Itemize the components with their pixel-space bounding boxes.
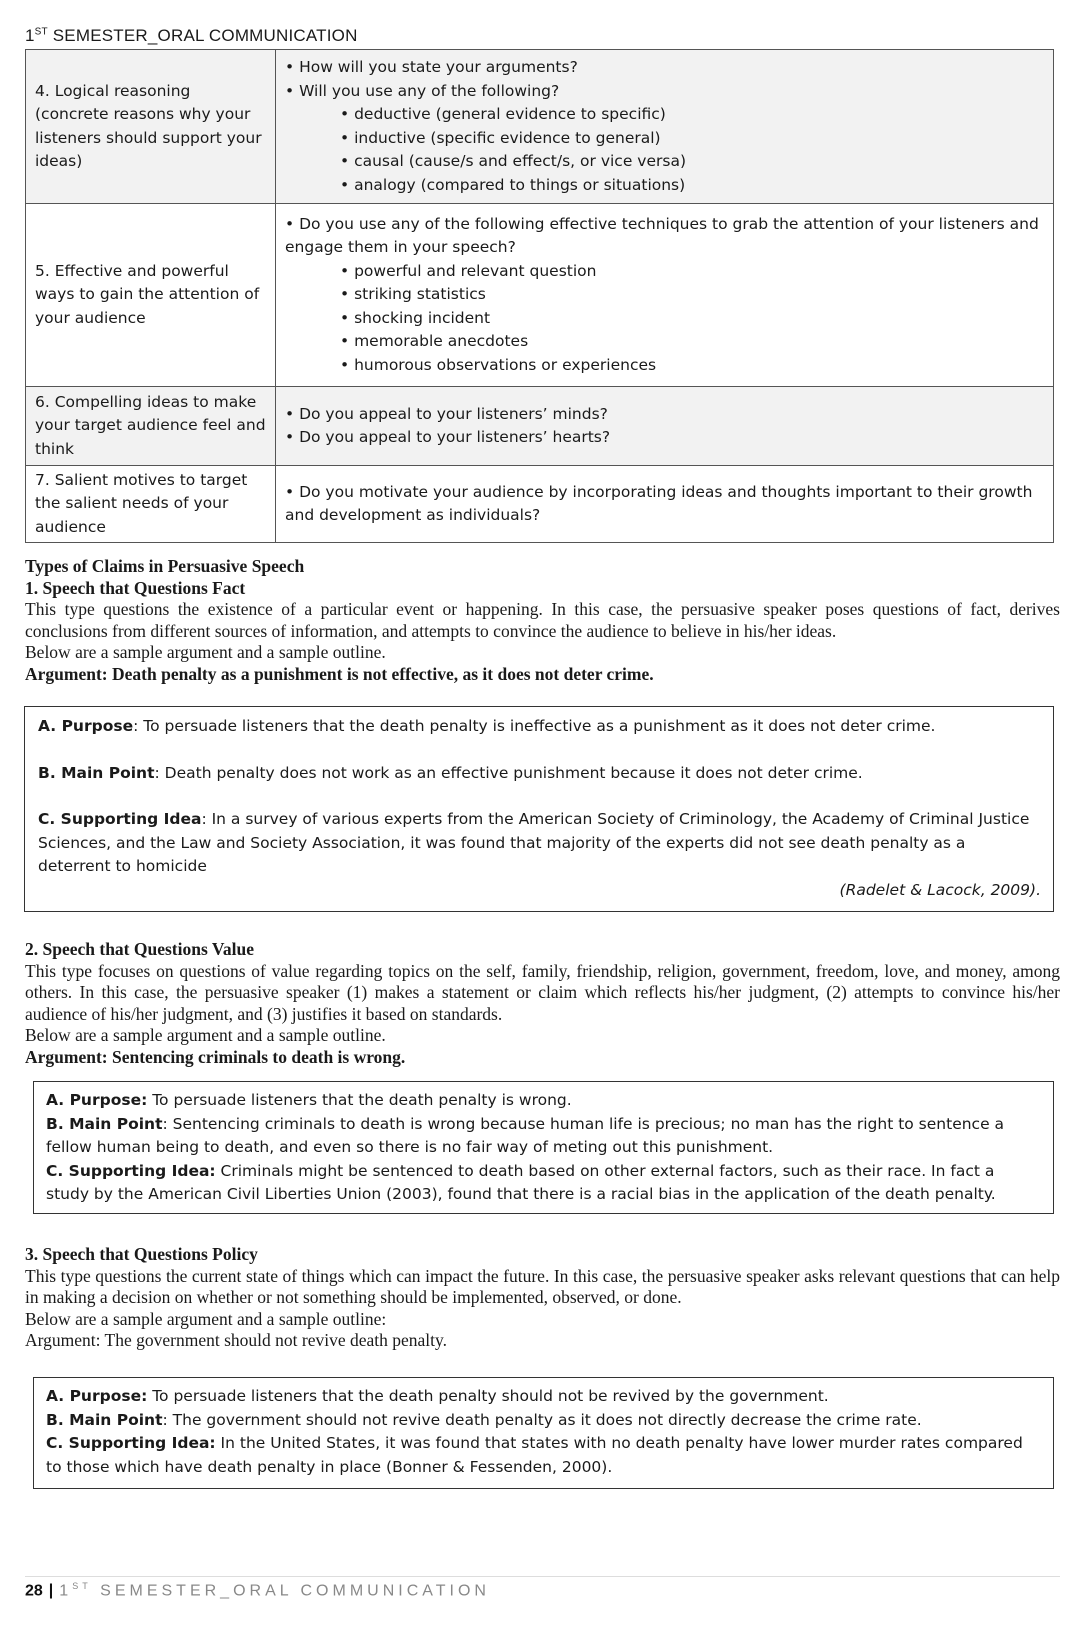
- header-superscript: ST: [34, 26, 48, 38]
- policy-section: [25, 1244, 1060, 1352]
- policy-body: This type questions the current state of things which can impact the future. In this case, the persuasive speaker asks relevant questions that can help in making a decision on whether or not something should be implemented, observed, or done.: [25, 1265, 1060, 1307]
- question-item: • Will you use any of the following?: [285, 81, 560, 100]
- footer-divider: [25, 1576, 1060, 1577]
- supporting-idea-text: In the United States, it was found that states with no death penalty have lower murder rates compared to those which have death penalty in place (Bonner & Fessenden, 2000).: [46, 1434, 1023, 1476]
- supporting-idea-line: [46, 1432, 1041, 1479]
- main-point-label: B. Main Point: [38, 763, 155, 782]
- purpose-line: [38, 715, 1041, 739]
- criterion-questions: [276, 50, 1054, 204]
- footer-title: SEMESTER_ORAL COMMUNICATION: [91, 1582, 490, 1600]
- types-heading: Types of Claims in Persuasive Speech: [25, 556, 305, 576]
- page-footer: [25, 1581, 490, 1600]
- main-point-label: B. Main Point: [46, 1114, 163, 1133]
- table-row: [26, 50, 1054, 204]
- sub-list: [285, 103, 1045, 197]
- criterion-label: 5. Effective and powerful ways to gain the attention of your audience: [26, 204, 276, 387]
- main-point-line: [38, 762, 1041, 786]
- main-point-line: [46, 1113, 1041, 1160]
- criterion-questions: [276, 387, 1054, 466]
- question-item: • Do you appeal to your listeners’ minds?: [285, 404, 608, 423]
- supporting-idea-text: : In a survey of various experts from the American Society of Criminology, the Academy of Criminal Justice Sciences, and the Law and Society Association, it was found that majority of the experts did not see death penalty as a deterrent to homicide: [38, 810, 1030, 875]
- header-title: SEMESTER_ORAL COMMUNICATION: [47, 26, 358, 45]
- value-intro: Below are a sample argument and a sample outline.: [25, 1025, 386, 1045]
- question-item: • Do you motivate your audience by incorporating ideas and thoughts important to their growth and development as individuals?: [285, 482, 1033, 524]
- main-point-label: B. Main Point: [46, 1410, 163, 1429]
- purpose-text: To persuade listeners that the death penalty should not be revived by the government.: [147, 1387, 829, 1405]
- main-point-text: : Sentencing criminals to death is wrong because human life is precious; no man has the right to sentence a fellow human being to death, and even so there is no fair way of meting out this punishment.: [46, 1114, 1005, 1156]
- criterion-label: 6. Compelling ideas to make your target audience feel and think: [26, 387, 276, 466]
- question-item: • Do you use any of the following effective techniques to grab the attention of your listeners and engage them in your speech?: [285, 214, 1039, 257]
- sub-item: • memorable anecdotes: [340, 332, 529, 351]
- sub-list: [285, 260, 1045, 378]
- supporting-idea-line: [46, 1160, 1041, 1207]
- sub-item: • analogy (compared to things or situations): [340, 175, 686, 194]
- purpose-line: [46, 1089, 1041, 1113]
- criterion-label: 4. Logical reasoning (concrete reasons why your listeners should support your ideas): [26, 50, 276, 204]
- purpose-label: A. Purpose:: [46, 1387, 148, 1405]
- footer-superscript: ST: [72, 1581, 92, 1591]
- sub-item: • humorous observations or experiences: [340, 355, 657, 374]
- purpose-text: To persuade listeners that the death penalty is wrong.: [147, 1091, 572, 1109]
- policy-intro: Below are a sample argument and a sample outline:: [25, 1308, 387, 1329]
- table-row: [26, 204, 1054, 387]
- header-number: 1: [25, 26, 35, 45]
- supporting-idea-text: Criminals might be sentenced to death based on other external factors, such as their race. In fact a study by the American Civil Liberties Union (2003), found that there is a racial bias in the application of the death penalty.: [46, 1161, 996, 1203]
- fact-outline-box: [24, 706, 1054, 912]
- value-heading: 2. Speech that Questions Value: [25, 939, 254, 959]
- fact-body: This type questions the existence of a particular event or happening. In this case, the persuasive speaker poses questions of fact, derives conclusions from different sources of information, and attempts to convince the audience to believe in his/her ideas.: [25, 599, 1060, 641]
- sub-item: • powerful and relevant question: [340, 261, 597, 280]
- page-number: 28: [25, 1582, 43, 1600]
- criterion-questions: [276, 204, 1054, 387]
- purpose-line: [46, 1385, 1041, 1409]
- footer-separator: |: [48, 1582, 54, 1600]
- supporting-idea-line: [38, 808, 1041, 879]
- purpose-label: A. Purpose:: [46, 1091, 148, 1109]
- main-point-text: : Death penalty does not work as an effective punishment because it does not deter crime.: [154, 763, 863, 782]
- sub-item: • striking statistics: [340, 285, 486, 304]
- citation: (Radelet & Lacock, 2009).: [839, 880, 1041, 899]
- fact-argument: Argument: Death penalty as a punishment is not effective, as it does not deter crime.: [25, 663, 654, 684]
- sub-item: • deductive (general evidence to specific): [340, 105, 666, 123]
- fact-intro: Below are a sample argument and a sample outline.: [25, 642, 386, 662]
- purpose-label: A. Purpose: [38, 717, 134, 735]
- fact-heading: 1. Speech that Questions Fact: [25, 577, 246, 598]
- criterion-questions: [276, 466, 1054, 543]
- policy-argument: Argument: The government should not revive death penalty.: [25, 1330, 448, 1350]
- sub-item: • inductive (specific evidence to general): [340, 128, 661, 147]
- value-section: [25, 939, 1060, 1068]
- supporting-idea-label: C. Supporting Idea:: [46, 1161, 216, 1180]
- sub-item: • shocking incident: [340, 308, 491, 327]
- table-row: [26, 466, 1054, 543]
- question-item: • How will you state your arguments?: [285, 58, 578, 76]
- main-point-line: [46, 1409, 1041, 1433]
- purpose-text: : To persuade listeners that the death penalty is ineffective as a punishment as it does not deter crime.: [133, 717, 936, 735]
- question-item: • Do you appeal to your listeners’ hearts?: [285, 428, 611, 446]
- page-header: [25, 26, 358, 46]
- sub-item: • causal (cause/s and effect/s, or vice versa): [340, 152, 686, 170]
- criteria-table: [25, 49, 1054, 543]
- footer-number: 1: [59, 1582, 73, 1600]
- value-outline-box: [33, 1081, 1054, 1214]
- supporting-idea-label: C. Supporting Idea: [38, 810, 202, 828]
- value-argument: Argument: Sentencing criminals to death is wrong.: [25, 1046, 406, 1067]
- main-point-text: : The government should not revive death penalty as it does not directly decrease the crime rate.: [162, 1410, 922, 1429]
- policy-outline-box: [33, 1377, 1054, 1489]
- criterion-label: 7. Salient motives to target the salient needs of your audience: [26, 466, 276, 543]
- fact-section: [25, 556, 1060, 685]
- supporting-idea-label: C. Supporting Idea:: [46, 1434, 216, 1452]
- policy-heading: 3. Speech that Questions Policy: [25, 1244, 258, 1264]
- value-body: This type focuses on questions of value regarding topics on the self, family, friendship, religion, government, freedom, love, and money, among others. In this case, the persuasive speaker (1) makes a statement or claim which reflects his/her judgment, (2) attempts to convince his/her audience of his/her judgment, and (3) justifies it based on standards.: [25, 960, 1060, 1024]
- table-row: [26, 387, 1054, 466]
